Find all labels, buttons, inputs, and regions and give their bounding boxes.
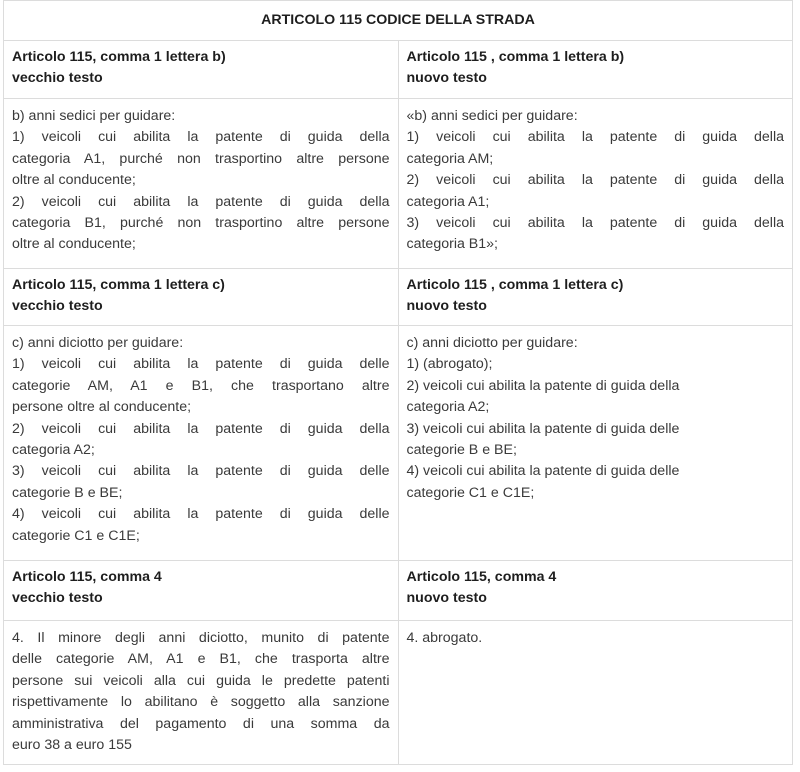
text-line: 2) veicoli cui abilita la patente di guida della bbox=[406, 172, 784, 189]
new-header-label: nuovo testo bbox=[406, 590, 487, 607]
new-header-label: nuovo testo bbox=[406, 298, 487, 315]
text-line: oltre al conducente; bbox=[12, 172, 136, 189]
section-header-row bbox=[4, 269, 793, 326]
new-text-body bbox=[398, 99, 793, 269]
old-text-header bbox=[4, 561, 399, 621]
old-text-body bbox=[4, 326, 399, 561]
text-line: 4) veicoli cui abilita la patente di guida delle bbox=[406, 463, 680, 480]
old-header-label: vecchio testo bbox=[12, 70, 103, 87]
text-line: categorie C1 e C1E; bbox=[12, 527, 140, 544]
text-line: b) anni sedici per guidare: bbox=[12, 108, 176, 124]
text-line: categoria A1; bbox=[406, 193, 490, 210]
text-line: categoria B1»; bbox=[406, 236, 498, 253]
text-line: categoria B1, purché non trasportino altre persone bbox=[12, 215, 390, 232]
text-line: 4. abrogato. bbox=[406, 630, 483, 646]
text-line: categoria A1, purché non trasportino altre persone bbox=[12, 150, 390, 167]
text-line: 1) veicoli cui abilita la patente di guida della bbox=[12, 129, 390, 146]
old-text-header bbox=[4, 41, 399, 99]
text-line: c) anni diciotto per guidare: bbox=[406, 335, 578, 351]
old-text-header bbox=[4, 269, 399, 326]
text-line: 3) veicoli cui abilita la patente di guida della bbox=[406, 215, 784, 232]
new-header-article: Articolo 115 , comma 1 lettera b) bbox=[406, 49, 625, 65]
text-line: 1) veicoli cui abilita la patente di guida della bbox=[406, 129, 784, 146]
new-text-header bbox=[398, 561, 793, 621]
text-line: 2) veicoli cui abilita la patente di guida della bbox=[12, 420, 390, 437]
text-line: 4) veicoli cui abilita la patente di guida delle bbox=[12, 506, 390, 523]
old-text-body bbox=[4, 99, 399, 269]
text-line: 3) veicoli cui abilita la patente di guida delle bbox=[12, 463, 390, 480]
text-line: «b) anni sedici per guidare: bbox=[406, 108, 578, 124]
old-header-label: vecchio testo bbox=[12, 590, 103, 607]
text-line: 1) veicoli cui abilita la patente di guida delle bbox=[12, 356, 390, 373]
new-header-label: nuovo testo bbox=[406, 70, 487, 87]
article-comparison-table bbox=[3, 0, 793, 765]
new-text-header bbox=[398, 269, 793, 326]
text-line: categoria A2; bbox=[406, 399, 490, 416]
text-line: delle categorie AM, A1 e B1, che trasporta altre bbox=[12, 651, 390, 668]
text-line: 2) veicoli cui abilita la patente di guida della bbox=[406, 377, 680, 394]
title-row bbox=[4, 1, 793, 41]
new-text-body bbox=[398, 326, 793, 561]
section-body-row bbox=[4, 99, 793, 269]
new-text-body bbox=[398, 621, 793, 765]
new-header-article: Articolo 115 , comma 1 lettera c) bbox=[406, 277, 624, 293]
old-header-article: Articolo 115, comma 1 lettera c) bbox=[12, 277, 225, 293]
text-line: oltre al conducente; bbox=[12, 236, 136, 253]
new-text-header bbox=[398, 41, 793, 99]
document-title: ARTICOLO 115 CODICE DELLA STRADA bbox=[4, 1, 793, 41]
text-line: categorie B e BE; bbox=[406, 442, 517, 459]
section-body-row bbox=[4, 621, 793, 765]
section-header-row bbox=[4, 561, 793, 621]
old-header-article: Articolo 115, comma 1 lettera b) bbox=[12, 49, 226, 65]
text-line: 1) (abrogato); bbox=[406, 356, 493, 373]
text-line: categorie AM, A1 e B1, che trasportano altre bbox=[12, 377, 390, 394]
text-line: 4. Il minore degli anni diciotto, munito di patente bbox=[12, 630, 390, 646]
old-header-label: vecchio testo bbox=[12, 298, 103, 315]
text-line: categoria AM; bbox=[406, 150, 494, 167]
text-line: categorie B e BE; bbox=[12, 484, 123, 501]
text-line: persone sui veicoli alla cui guida le predette patenti bbox=[12, 672, 390, 689]
text-line: categoria A2; bbox=[12, 442, 95, 459]
new-header-article: Articolo 115, comma 4 bbox=[406, 569, 557, 585]
text-line: amministrativa del pagamento di una somma da bbox=[12, 715, 390, 732]
text-line: euro 38 a euro 155 bbox=[12, 737, 132, 754]
old-text-body bbox=[4, 621, 399, 765]
text-line: 3) veicoli cui abilita la patente di guida delle bbox=[406, 420, 680, 437]
section-header-row bbox=[4, 41, 793, 99]
section-body-row bbox=[4, 326, 793, 561]
text-line: c) anni diciotto per guidare: bbox=[12, 335, 184, 351]
text-line: 2) veicoli cui abilita la patente di guida della bbox=[12, 193, 390, 210]
text-line: rispettivamente lo abilitano è soggetto alla sanzione bbox=[12, 694, 390, 711]
text-line: categorie C1 e C1E; bbox=[406, 484, 535, 501]
old-header-article: Articolo 115, comma 4 bbox=[12, 569, 162, 585]
text-line: persone oltre al conducente; bbox=[12, 399, 192, 416]
